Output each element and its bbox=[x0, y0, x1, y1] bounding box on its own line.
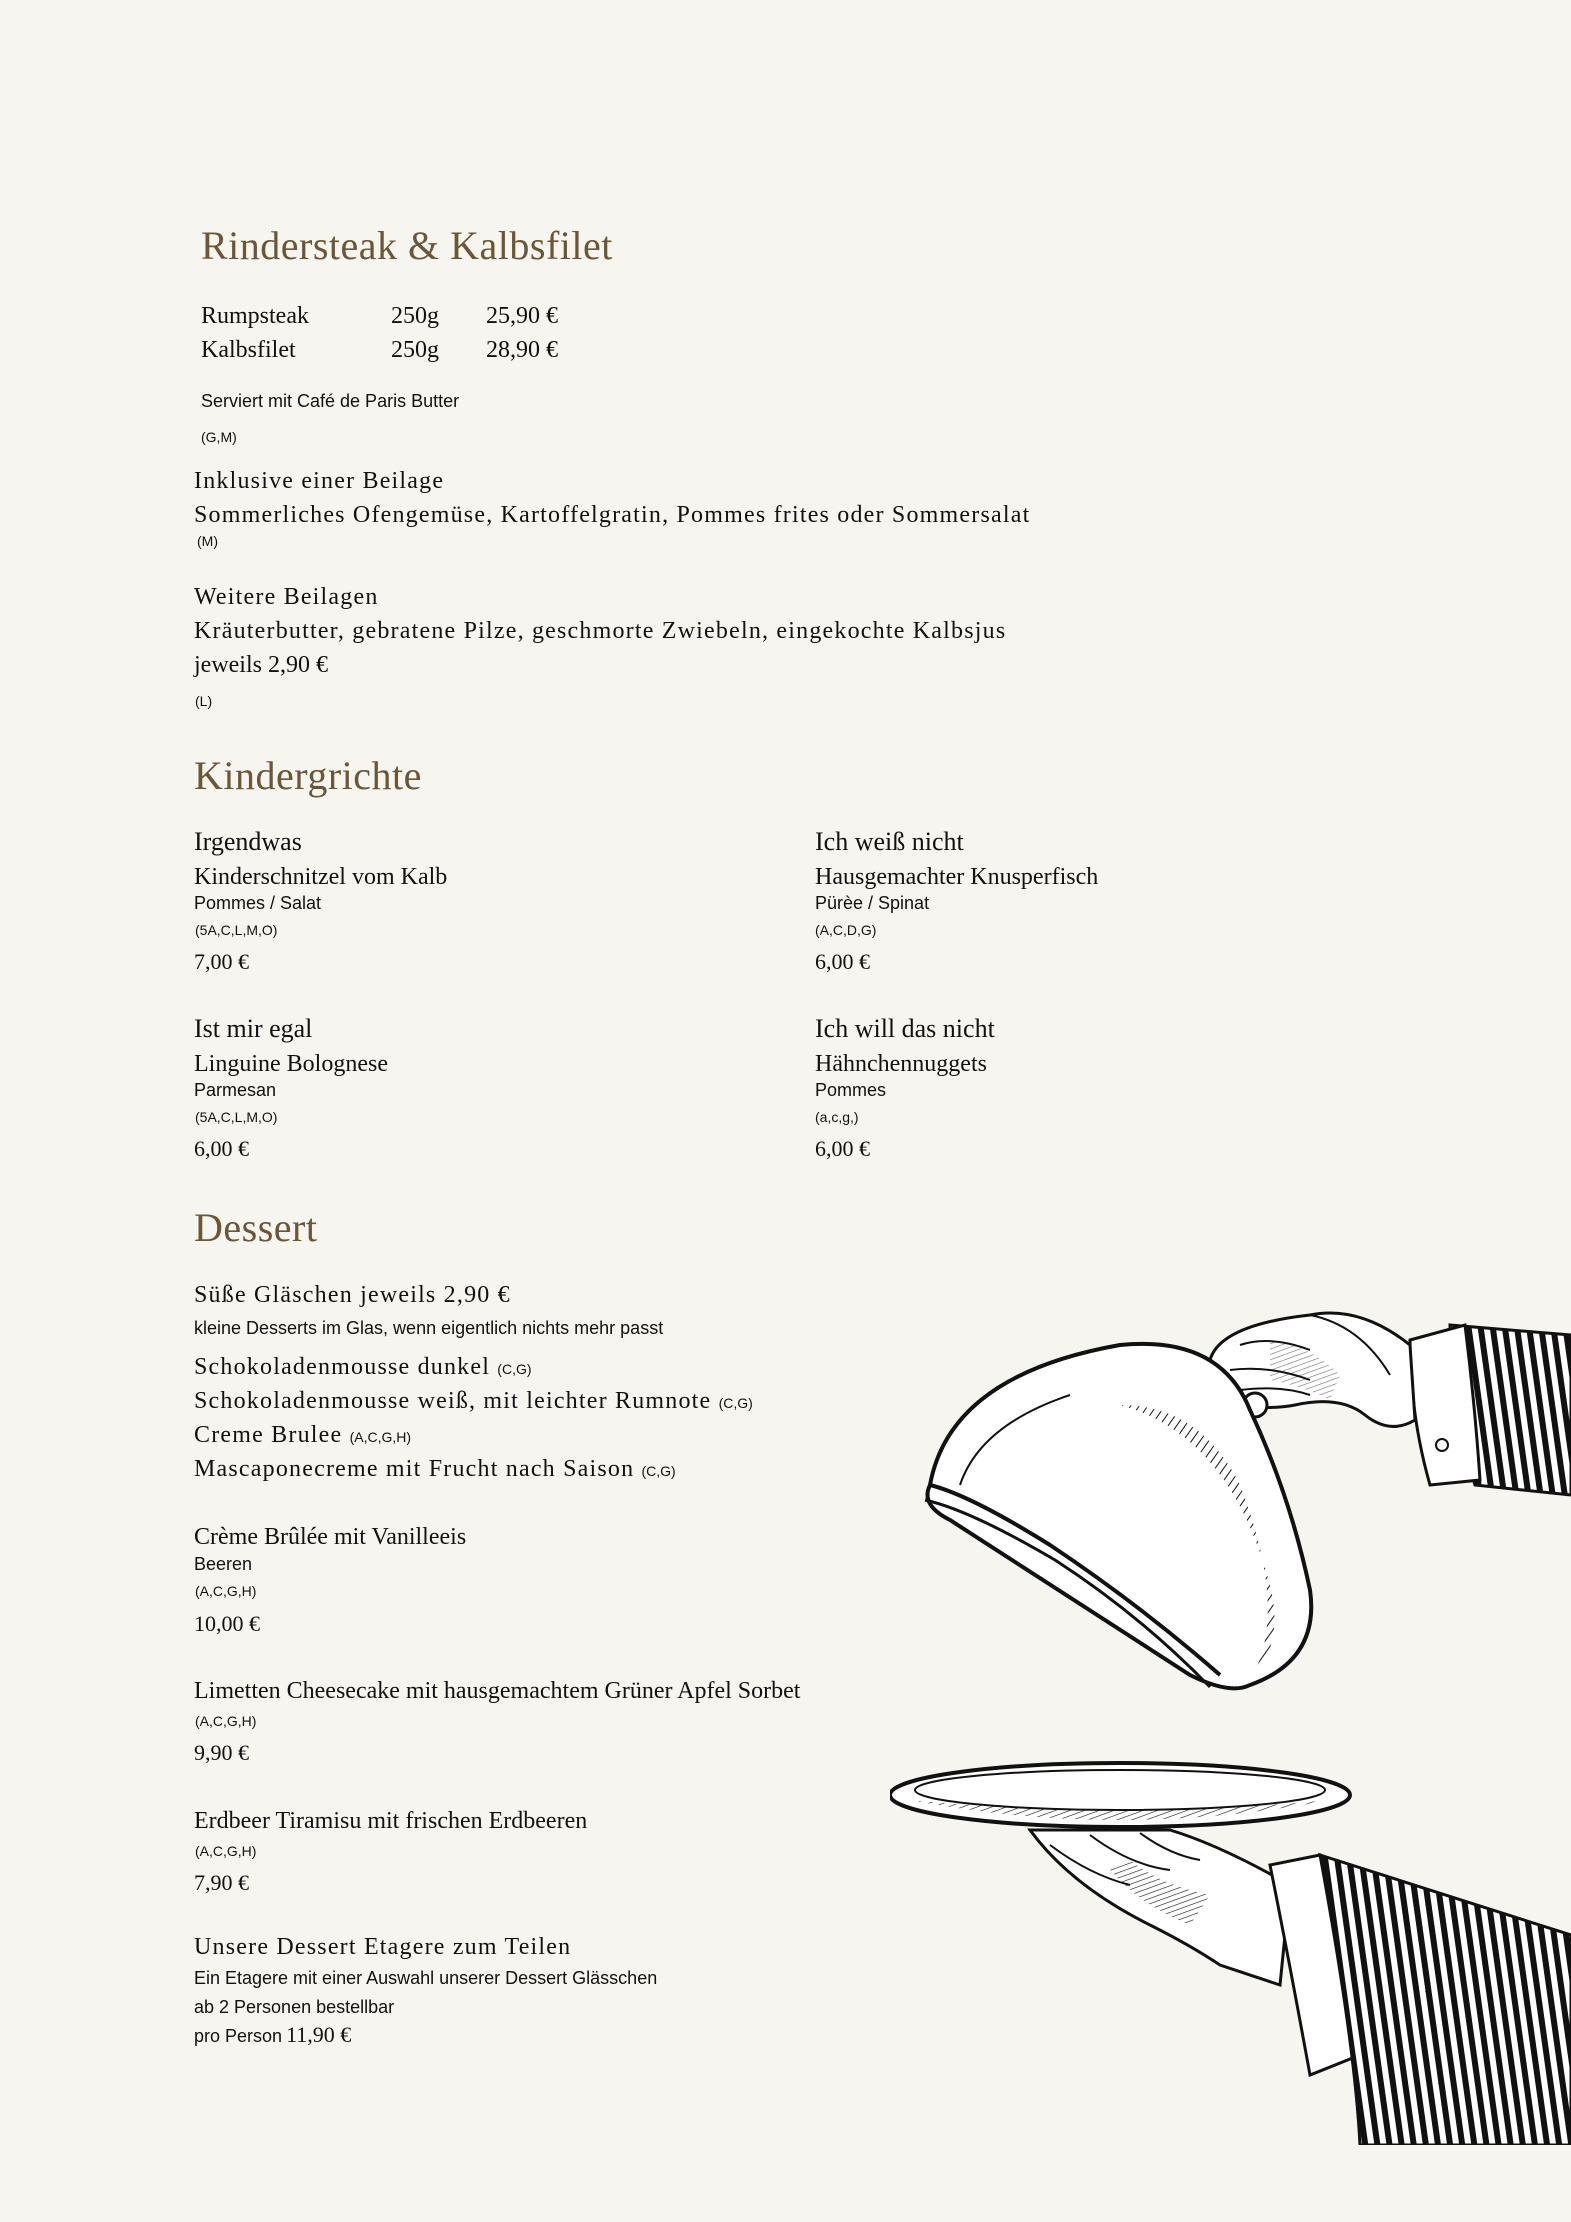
side-included-label: Inklusive einer Beilage bbox=[194, 468, 445, 494]
dessert-item-name: Crème Brûlée mit Vanilleeis bbox=[194, 1524, 467, 1550]
dessert-item-price: 7,90 € bbox=[194, 1870, 249, 1895]
kids-category: Ich weiß nicht bbox=[815, 827, 964, 856]
etagere-per-person: pro Person bbox=[194, 2026, 283, 2046]
lower-hand bbox=[1030, 1830, 1290, 1985]
steak-item-name: Rumpsteak bbox=[201, 303, 309, 329]
kids-dish: Hähnchennuggets bbox=[815, 1051, 987, 1077]
kids-price: 6,00 € bbox=[815, 949, 870, 974]
section-title-steak: Rindersteak & Kalbsfilet bbox=[201, 223, 613, 268]
upper-sleeve bbox=[1410, 1325, 1571, 1495]
more-sides-text: Kräuterbutter, gebratene Pilze, geschmorte Zwiebeln, eingekochte Kalbsjus bbox=[194, 618, 1007, 644]
glass-item-allergens: (C,G) bbox=[497, 1361, 532, 1377]
dessert-item-name: Erdbeer Tiramisu mit frischen Erdbeeren bbox=[194, 1808, 588, 1834]
glass-item bbox=[194, 1388, 753, 1415]
kids-dish: Linguine Bolognese bbox=[194, 1051, 388, 1077]
etagere-price: 11,90 € bbox=[286, 2022, 352, 2047]
etagere-price-line bbox=[194, 2022, 351, 2048]
glass-item-name: Creme Brulee bbox=[194, 1422, 343, 1448]
more-sides-label: Weitere Beilagen bbox=[194, 584, 379, 610]
kids-side: Pommes bbox=[815, 1080, 887, 1100]
kids-allergens: (5A,C,L,M,O) bbox=[195, 922, 278, 938]
etagere-title: Unsere Dessert Etagere zum Teilen bbox=[194, 1934, 572, 1960]
kids-allergens: (a,c,g,) bbox=[815, 1109, 859, 1125]
kids-side: Pürèe / Spinat bbox=[815, 893, 930, 913]
kids-price: 6,00 € bbox=[194, 1136, 249, 1161]
kids-side: Parmesan bbox=[194, 1080, 277, 1100]
section-title-kids: Kindergrichte bbox=[194, 753, 422, 798]
side-included-allergens: (M) bbox=[197, 533, 218, 549]
glass-item-allergens: (C,G) bbox=[641, 1463, 676, 1479]
kids-allergens: (A,C,D,G) bbox=[815, 922, 877, 938]
kids-category: Ich will das nicht bbox=[815, 1014, 995, 1043]
steak-item-price: 25,90 € bbox=[486, 303, 558, 329]
glass-item bbox=[194, 1354, 532, 1381]
serving-plate bbox=[890, 1763, 1350, 1827]
kids-category: Ist mir egal bbox=[194, 1014, 313, 1043]
glass-item bbox=[194, 1422, 411, 1449]
steak-item-name: Kalbsfilet bbox=[201, 337, 296, 363]
cloche-illustration bbox=[890, 1285, 1571, 2145]
kids-allergens: (5A,C,L,M,O) bbox=[195, 1109, 278, 1125]
section-title-dessert: Dessert bbox=[194, 1205, 318, 1250]
dessert-item-name: Limetten Cheesecake mit hausgemachtem Grüner Apfel Sorbet bbox=[194, 1678, 801, 1704]
dessert-item-allergens: (A,C,G,H) bbox=[195, 1583, 257, 1599]
etagere-min-persons: ab 2 Personen bestellbar bbox=[194, 1997, 395, 2017]
kids-category: Irgendwas bbox=[194, 827, 302, 856]
dessert-item-side: Beeren bbox=[194, 1554, 253, 1574]
kids-dish: Kinderschnitzel vom Kalb bbox=[194, 864, 448, 890]
dessert-item-price: 10,00 € bbox=[194, 1611, 260, 1636]
kids-side: Pommes / Salat bbox=[194, 893, 322, 913]
glass-item-allergens: (C,G) bbox=[718, 1395, 753, 1411]
sweet-glasses-title: Süße Gläschen jeweils 2,90 € bbox=[194, 1282, 511, 1308]
kids-dish: Hausgemachter Knusperfisch bbox=[815, 864, 1099, 890]
lower-sleeve bbox=[1270, 1855, 1571, 2145]
steak-served-note: Serviert mit Café de Paris Butter bbox=[201, 391, 460, 411]
steak-item-weight: 250g bbox=[391, 337, 439, 363]
kids-price: 7,00 € bbox=[194, 949, 249, 974]
steak-item-price: 28,90 € bbox=[486, 337, 558, 363]
glass-item-name: Schokoladenmousse dunkel bbox=[194, 1354, 491, 1380]
dessert-item-price: 9,90 € bbox=[194, 1740, 249, 1765]
dessert-item-allergens: (A,C,G,H) bbox=[195, 1713, 257, 1729]
steak-item-weight: 250g bbox=[391, 303, 439, 329]
glass-item-name: Schokoladenmousse weiß, mit leichter Rumnote bbox=[194, 1388, 712, 1414]
glass-item-allergens: (A,C,G,H) bbox=[349, 1429, 412, 1445]
more-sides-price: jeweils 2,90 € bbox=[194, 652, 328, 678]
glass-item bbox=[194, 1456, 676, 1483]
steak-served-allergens: (G,M) bbox=[201, 429, 237, 445]
etagere-description: Ein Etagere mit einer Auswahl unserer Dessert Glässchen bbox=[194, 1968, 658, 1988]
kids-price: 6,00 € bbox=[815, 1136, 870, 1161]
sweet-glasses-subtitle: kleine Desserts im Glas, wenn eigentlich nichts mehr passt bbox=[194, 1318, 664, 1338]
side-included-text: Sommerliches Ofengemüse, Kartoffelgratin, Pommes frites oder Sommersalat bbox=[194, 502, 1031, 528]
more-sides-allergens: (L) bbox=[195, 693, 213, 709]
glass-item-name: Mascaponecreme mit Frucht nach Saison bbox=[194, 1456, 635, 1482]
dessert-item-allergens: (A,C,G,H) bbox=[195, 1843, 257, 1859]
